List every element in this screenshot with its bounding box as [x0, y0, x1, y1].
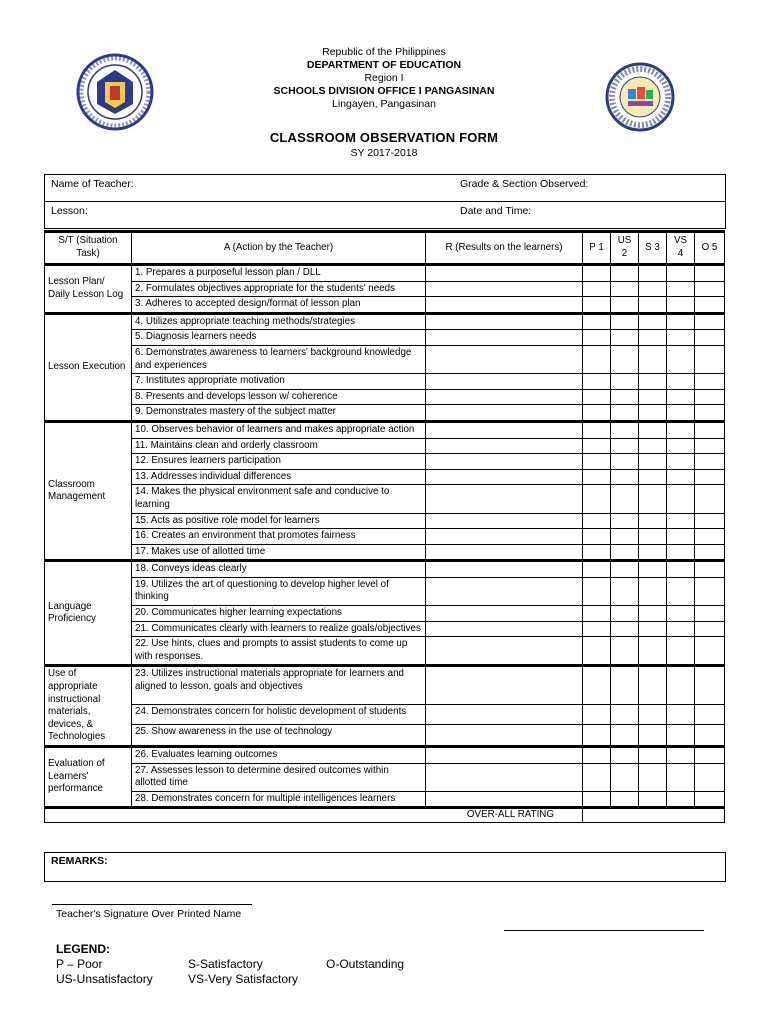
action-item: 1. Prepares a purposeful lesson plan / DLL: [132, 265, 426, 282]
results-cell[interactable]: [426, 454, 583, 470]
action-item: 12. Ensures learners participation: [132, 454, 426, 470]
category-cell: Use of appropriate instructional materials, devices, & Technologies: [45, 666, 132, 747]
rating-cell-poor[interactable]: [583, 265, 611, 282]
rating-cell-very-satisfactory[interactable]: [667, 438, 695, 454]
table-row: [45, 606, 725, 622]
action-item: 20. Communicates higher learning expectations: [132, 606, 426, 622]
rating-cell-very-satisfactory[interactable]: [667, 421, 695, 438]
header-republic: Republic of the Philippines: [322, 46, 446, 58]
action-item: 19. Utilizes the art of questioning to develop higher level of thinking: [132, 577, 426, 605]
rating-cell-unsatisfactory[interactable]: [611, 513, 639, 529]
rating-cell-satisfactory[interactable]: [639, 345, 667, 373]
rating-cell-very-satisfactory[interactable]: [667, 469, 695, 485]
rating-cell-satisfactory[interactable]: [639, 704, 667, 724]
legend-very-satisfactory: VS-Very Satisfactory: [188, 972, 299, 986]
table-row: [45, 763, 725, 791]
table-row: [45, 281, 725, 297]
header-outstanding: O 5: [695, 232, 725, 265]
rating-cell-satisfactory[interactable]: [639, 666, 667, 704]
header-satisfactory: S 3: [639, 232, 667, 265]
action-item: 17. Makes use of allotted time: [132, 544, 426, 561]
overall-rating-label: OVER-ALL RATING: [45, 808, 583, 823]
table-row: [45, 345, 725, 373]
rating-cell-poor[interactable]: [583, 281, 611, 297]
action-item: 26. Evaluates learning outcomes: [132, 747, 426, 764]
results-cell[interactable]: [426, 374, 583, 390]
results-cell[interactable]: [426, 438, 583, 454]
rating-cell-poor[interactable]: [583, 313, 611, 330]
rating-cell-unsatisfactory[interactable]: [611, 577, 639, 605]
rating-cell-satisfactory[interactable]: [639, 529, 667, 545]
results-cell[interactable]: [426, 529, 583, 545]
rating-cell-very-satisfactory[interactable]: [667, 725, 695, 747]
rating-cell-unsatisfactory[interactable]: [611, 469, 639, 485]
header-division: SCHOOLS DIVISION OFFICE I PANGASINAN: [273, 85, 495, 97]
rating-cell-very-satisfactory[interactable]: [667, 704, 695, 724]
action-item: 14. Makes the physical environment safe and conducive to learning: [132, 485, 426, 513]
observation-info-box: [44, 174, 726, 229]
rating-cell-outstanding[interactable]: [695, 637, 725, 666]
table-row: [45, 725, 725, 747]
rating-cell-very-satisfactory[interactable]: [667, 485, 695, 513]
results-cell[interactable]: [426, 666, 583, 704]
legend-outstanding: O-Outstanding: [326, 957, 405, 971]
rating-cell-very-satisfactory[interactable]: [667, 747, 695, 764]
rating-cell-unsatisfactory[interactable]: [611, 666, 639, 704]
rating-cell-poor[interactable]: [583, 297, 611, 314]
rating-cell-outstanding[interactable]: [695, 561, 725, 578]
rating-cell-satisfactory[interactable]: [639, 544, 667, 561]
action-item: 22. Use hints, clues and prompts to assist students to come up with responses.: [132, 637, 426, 666]
results-cell[interactable]: [426, 421, 583, 438]
legend-satisfactory: S-Satisfactory: [188, 957, 263, 971]
rating-cell-satisfactory[interactable]: [639, 438, 667, 454]
school-year: SY 2017-2018: [350, 147, 418, 159]
table-row: [45, 544, 725, 561]
rating-cell-satisfactory[interactable]: [639, 577, 667, 605]
rating-cell-outstanding[interactable]: [695, 485, 725, 513]
legend-poor: P – Poor: [56, 957, 103, 971]
results-cell[interactable]: [426, 405, 583, 422]
action-item: 27. Assesses lesson to determine desired outcomes within allotted time: [132, 763, 426, 791]
rating-cell-poor[interactable]: [583, 763, 611, 791]
rating-cell-satisfactory[interactable]: [639, 281, 667, 297]
rating-cell-outstanding[interactable]: [695, 330, 725, 346]
header-situation-task: S/T (Situation Task): [45, 232, 132, 265]
grade-section-label: Grade & Section Observed:: [460, 178, 589, 190]
action-item: 6. Demonstrates awareness to learners' background knowledge and experiences: [132, 345, 426, 373]
table-header-row: [45, 232, 725, 265]
rating-cell-very-satisfactory[interactable]: [667, 405, 695, 422]
table-row: [45, 577, 725, 605]
rating-cell-very-satisfactory[interactable]: [667, 561, 695, 578]
results-cell[interactable]: [426, 763, 583, 791]
rating-cell-outstanding[interactable]: [695, 666, 725, 704]
rating-cell-outstanding[interactable]: [695, 454, 725, 470]
action-item: 10. Observes behavior of learners and makes appropriate action: [132, 421, 426, 438]
rating-cell-very-satisfactory[interactable]: [667, 389, 695, 405]
results-cell[interactable]: [426, 747, 583, 764]
action-item: 18. Conveys ideas clearly: [132, 561, 426, 578]
rating-cell-outstanding[interactable]: [695, 763, 725, 791]
rating-cell-very-satisfactory[interactable]: [667, 577, 695, 605]
action-item: 24. Demonstrates concern for holistic development of students: [132, 704, 426, 724]
rating-cell-poor[interactable]: [583, 704, 611, 724]
table-row: [45, 405, 725, 422]
rating-cell-outstanding[interactable]: [695, 345, 725, 373]
category-cell: Lesson Execution: [45, 313, 132, 421]
rating-cell-poor[interactable]: [583, 577, 611, 605]
results-cell[interactable]: [426, 606, 583, 622]
rating-cell-poor[interactable]: [583, 421, 611, 438]
rating-cell-satisfactory[interactable]: [639, 265, 667, 282]
results-cell[interactable]: [426, 313, 583, 330]
rating-cell-poor[interactable]: [583, 389, 611, 405]
results-cell[interactable]: [426, 513, 583, 529]
rating-cell-very-satisfactory[interactable]: [667, 791, 695, 808]
rating-cell-outstanding[interactable]: [695, 544, 725, 561]
rating-cell-very-satisfactory[interactable]: [667, 637, 695, 666]
rating-cell-unsatisfactory[interactable]: [611, 791, 639, 808]
table-row: [45, 791, 725, 808]
table-row: [45, 374, 725, 390]
category-cell: Language Proficiency: [45, 561, 132, 666]
action-item: 28. Demonstrates concern for multiple intelligences learners: [132, 791, 426, 808]
rating-cell-outstanding[interactable]: [695, 297, 725, 314]
rating-cell-very-satisfactory[interactable]: [667, 297, 695, 314]
header-location: Lingayen, Pangasinan: [332, 98, 436, 110]
rating-cell-outstanding[interactable]: [695, 606, 725, 622]
rating-cell-poor[interactable]: [583, 621, 611, 637]
rating-cell-poor[interactable]: [583, 725, 611, 747]
rating-cell-outstanding[interactable]: [695, 405, 725, 422]
table-row: [45, 529, 725, 545]
rating-cell-unsatisfactory[interactable]: [611, 561, 639, 578]
rating-cell-unsatisfactory[interactable]: [611, 345, 639, 373]
legend-title: LEGEND:: [56, 942, 110, 956]
results-cell[interactable]: [426, 704, 583, 724]
rating-cell-outstanding[interactable]: [695, 513, 725, 529]
results-cell[interactable]: [426, 544, 583, 561]
header-very-satisfactory: VS 4: [667, 232, 695, 265]
rating-cell-satisfactory[interactable]: [639, 421, 667, 438]
rating-cell-outstanding[interactable]: [695, 421, 725, 438]
table-row: [45, 513, 725, 529]
rating-cell-unsatisfactory[interactable]: [611, 763, 639, 791]
rating-cell-satisfactory[interactable]: [639, 763, 667, 791]
rating-cell-satisfactory[interactable]: [639, 791, 667, 808]
rating-cell-outstanding[interactable]: [695, 791, 725, 808]
rating-cell-outstanding[interactable]: [695, 281, 725, 297]
rating-cell-very-satisfactory[interactable]: [667, 265, 695, 282]
table-row: [45, 297, 725, 314]
date-time-label: Date and Time:: [460, 205, 532, 217]
table-row: [45, 666, 725, 704]
rating-cell-satisfactory[interactable]: [639, 606, 667, 622]
rating-cell-outstanding[interactable]: [695, 374, 725, 390]
rating-cell-unsatisfactory[interactable]: [611, 330, 639, 346]
rating-cell-unsatisfactory[interactable]: [611, 313, 639, 330]
action-item: 8. Presents and develops lesson w/ coherence: [132, 389, 426, 405]
rating-cell-satisfactory[interactable]: [639, 405, 667, 422]
rating-cell-unsatisfactory[interactable]: [611, 544, 639, 561]
rating-cell-outstanding[interactable]: [695, 747, 725, 764]
table-row: [45, 485, 725, 513]
rating-cell-outstanding[interactable]: [695, 389, 725, 405]
table-row: [45, 747, 725, 764]
rating-cell-satisfactory[interactable]: [639, 561, 667, 578]
rating-cell-unsatisfactory[interactable]: [611, 485, 639, 513]
results-cell[interactable]: [426, 621, 583, 637]
rating-cell-unsatisfactory[interactable]: [611, 637, 639, 666]
rating-cell-satisfactory[interactable]: [639, 485, 667, 513]
teacher-signature-line: [52, 904, 252, 905]
rating-cell-outstanding[interactable]: [695, 621, 725, 637]
results-cell[interactable]: [426, 791, 583, 808]
rating-cell-poor[interactable]: [583, 469, 611, 485]
form-title: CLASSROOM OBSERVATION FORM: [269, 130, 499, 145]
rating-cell-poor[interactable]: [583, 454, 611, 470]
rating-cell-unsatisfactory[interactable]: [611, 374, 639, 390]
header-results: R (Results on the learners): [426, 232, 583, 265]
header-department: DEPARTMENT OF EDUCATION: [306, 59, 462, 71]
results-cell[interactable]: [426, 469, 583, 485]
teacher-name-label: Name of Teacher:: [51, 178, 134, 190]
rating-cell-poor[interactable]: [583, 544, 611, 561]
rating-cell-very-satisfactory[interactable]: [667, 666, 695, 704]
rating-cell-very-satisfactory[interactable]: [667, 374, 695, 390]
rating-cell-very-satisfactory[interactable]: [667, 621, 695, 637]
category-cell: Classroom Management: [45, 421, 132, 560]
rating-cell-poor[interactable]: [583, 330, 611, 346]
category-cell: Evaluation of Learners' performance: [45, 747, 132, 808]
remarks-box[interactable]: [44, 852, 726, 882]
rating-cell-outstanding[interactable]: [695, 529, 725, 545]
rating-cell-very-satisfactory[interactable]: [667, 763, 695, 791]
remarks-label: REMARKS:: [51, 855, 108, 867]
rating-cell-unsatisfactory[interactable]: [611, 454, 639, 470]
action-item: 15. Acts as positive role model for learners: [132, 513, 426, 529]
rating-cell-outstanding[interactable]: [695, 265, 725, 282]
action-item: 7. Institutes appropriate motivation: [132, 374, 426, 390]
table-row: [45, 637, 725, 666]
results-cell[interactable]: [426, 637, 583, 666]
header-action: A (Action by the Teacher): [132, 232, 426, 265]
rating-cell-unsatisfactory[interactable]: [611, 725, 639, 747]
rating-cell-satisfactory[interactable]: [639, 621, 667, 637]
rating-cell-unsatisfactory[interactable]: [611, 621, 639, 637]
teacher-signature-label: Teacher's Signature Over Printed Name: [56, 908, 242, 920]
rating-cell-satisfactory[interactable]: [639, 330, 667, 346]
table-row: [45, 265, 725, 282]
rating-cell-unsatisfactory[interactable]: [611, 747, 639, 764]
results-cell[interactable]: [426, 577, 583, 605]
rating-cell-outstanding[interactable]: [695, 313, 725, 330]
rating-cell-outstanding[interactable]: [695, 725, 725, 747]
table-row: [45, 438, 725, 454]
rating-cell-unsatisfactory[interactable]: [611, 438, 639, 454]
results-cell[interactable]: [426, 265, 583, 282]
action-item: 23. Utilizes instructional materials appropriate for learners and aligned to lesson, goals and objectives: [132, 666, 426, 704]
action-item: 11. Maintains clean and orderly classroom: [132, 438, 426, 454]
rating-cell-outstanding[interactable]: [695, 438, 725, 454]
rating-cell-unsatisfactory[interactable]: [611, 606, 639, 622]
header-unsatisfactory: US 2: [611, 232, 639, 265]
rating-cell-very-satisfactory[interactable]: [667, 313, 695, 330]
category-cell: Lesson Plan/ Daily Lesson Log: [45, 265, 132, 314]
rating-cell-poor[interactable]: [583, 345, 611, 373]
results-cell[interactable]: [426, 485, 583, 513]
action-item: 4. Utilizes appropriate teaching methods/strategies: [132, 313, 426, 330]
rating-cell-poor[interactable]: [583, 485, 611, 513]
table-row: [45, 704, 725, 724]
lesson-label: Lesson:: [51, 205, 88, 217]
info-row-teacher: [45, 175, 725, 201]
rating-cell-outstanding[interactable]: [695, 469, 725, 485]
results-cell[interactable]: [426, 561, 583, 578]
results-cell[interactable]: [426, 725, 583, 747]
legend-unsatisfactory: US-Unsatisfactory: [56, 972, 153, 986]
action-item: 9. Demonstrates mastery of the subject matter: [132, 405, 426, 422]
rating-cell-unsatisfactory[interactable]: [611, 265, 639, 282]
action-item: 13. Addresses individual differences: [132, 469, 426, 485]
rating-cell-unsatisfactory[interactable]: [611, 389, 639, 405]
info-row-lesson: [45, 201, 725, 228]
rating-cell-unsatisfactory[interactable]: [611, 421, 639, 438]
header-region: Region I: [364, 72, 404, 84]
rating-cell-outstanding[interactable]: [695, 577, 725, 605]
rating-cell-unsatisfactory[interactable]: [611, 297, 639, 314]
table-row: [45, 313, 725, 330]
rating-cell-poor[interactable]: [583, 438, 611, 454]
rating-cell-poor[interactable]: [583, 747, 611, 764]
rating-cell-poor[interactable]: [583, 666, 611, 704]
rating-cell-unsatisfactory[interactable]: [611, 529, 639, 545]
rating-cell-satisfactory[interactable]: [639, 297, 667, 314]
table-row: [45, 469, 725, 485]
rating-cell-very-satisfactory[interactable]: [667, 281, 695, 297]
table-row: [45, 454, 725, 470]
rating-cell-very-satisfactory[interactable]: [667, 529, 695, 545]
rating-cell-satisfactory[interactable]: [639, 374, 667, 390]
rating-cell-satisfactory[interactable]: [639, 454, 667, 470]
rating-cell-very-satisfactory[interactable]: [667, 513, 695, 529]
rating-cell-satisfactory[interactable]: [639, 747, 667, 764]
results-cell[interactable]: [426, 330, 583, 346]
rating-cell-poor[interactable]: [583, 513, 611, 529]
rating-cell-very-satisfactory[interactable]: [667, 345, 695, 373]
table-row: [45, 389, 725, 405]
results-cell[interactable]: [426, 297, 583, 314]
action-item: 3. Adheres to accepted design/format of lesson plan: [132, 297, 426, 314]
results-cell[interactable]: [426, 281, 583, 297]
deped-seal-logo: [60, 52, 170, 132]
header-poor: P 1: [583, 232, 611, 265]
rating-cell-satisfactory[interactable]: [639, 313, 667, 330]
observer-signature-line: [504, 930, 704, 931]
rating-cell-satisfactory[interactable]: [639, 513, 667, 529]
table-row: [45, 330, 725, 346]
table-row: [45, 421, 725, 438]
rating-cell-poor[interactable]: [583, 606, 611, 622]
results-cell[interactable]: [426, 345, 583, 373]
action-item: 16. Creates an environment that promotes fairness: [132, 529, 426, 545]
rating-cell-outstanding[interactable]: [695, 704, 725, 724]
rating-cell-unsatisfactory[interactable]: [611, 405, 639, 422]
rating-cell-poor[interactable]: [583, 374, 611, 390]
rating-cell-very-satisfactory[interactable]: [667, 544, 695, 561]
action-item: 2. Formulates objectives appropriate for the students' needs: [132, 281, 426, 297]
table-row: [45, 561, 725, 578]
results-cell[interactable]: [426, 389, 583, 405]
observation-table: [44, 230, 725, 823]
rating-cell-unsatisfactory[interactable]: [611, 704, 639, 724]
rating-cell-satisfactory[interactable]: [639, 725, 667, 747]
action-item: 21. Communicates clearly with learners to realize goals/objectives: [132, 621, 426, 637]
rating-cell-satisfactory[interactable]: [639, 637, 667, 666]
overall-rating-row: [45, 808, 725, 823]
rating-cell-very-satisfactory[interactable]: [667, 330, 695, 346]
rating-cell-poor[interactable]: [583, 791, 611, 808]
table-row: [45, 621, 725, 637]
action-item: 25. Show awareness in the use of technology: [132, 725, 426, 747]
overall-rating-value[interactable]: [583, 808, 725, 823]
rating-cell-poor[interactable]: [583, 637, 611, 666]
rating-cell-satisfactory[interactable]: [639, 389, 667, 405]
action-item: 5. Diagnosis learners needs: [132, 330, 426, 346]
rating-cell-poor[interactable]: [583, 561, 611, 578]
division-seal-logo: [596, 62, 684, 132]
rating-cell-very-satisfactory[interactable]: [667, 606, 695, 622]
rating-cell-very-satisfactory[interactable]: [667, 454, 695, 470]
rating-cell-unsatisfactory[interactable]: [611, 281, 639, 297]
rating-cell-poor[interactable]: [583, 405, 611, 422]
rating-cell-poor[interactable]: [583, 529, 611, 545]
rating-cell-satisfactory[interactable]: [639, 469, 667, 485]
